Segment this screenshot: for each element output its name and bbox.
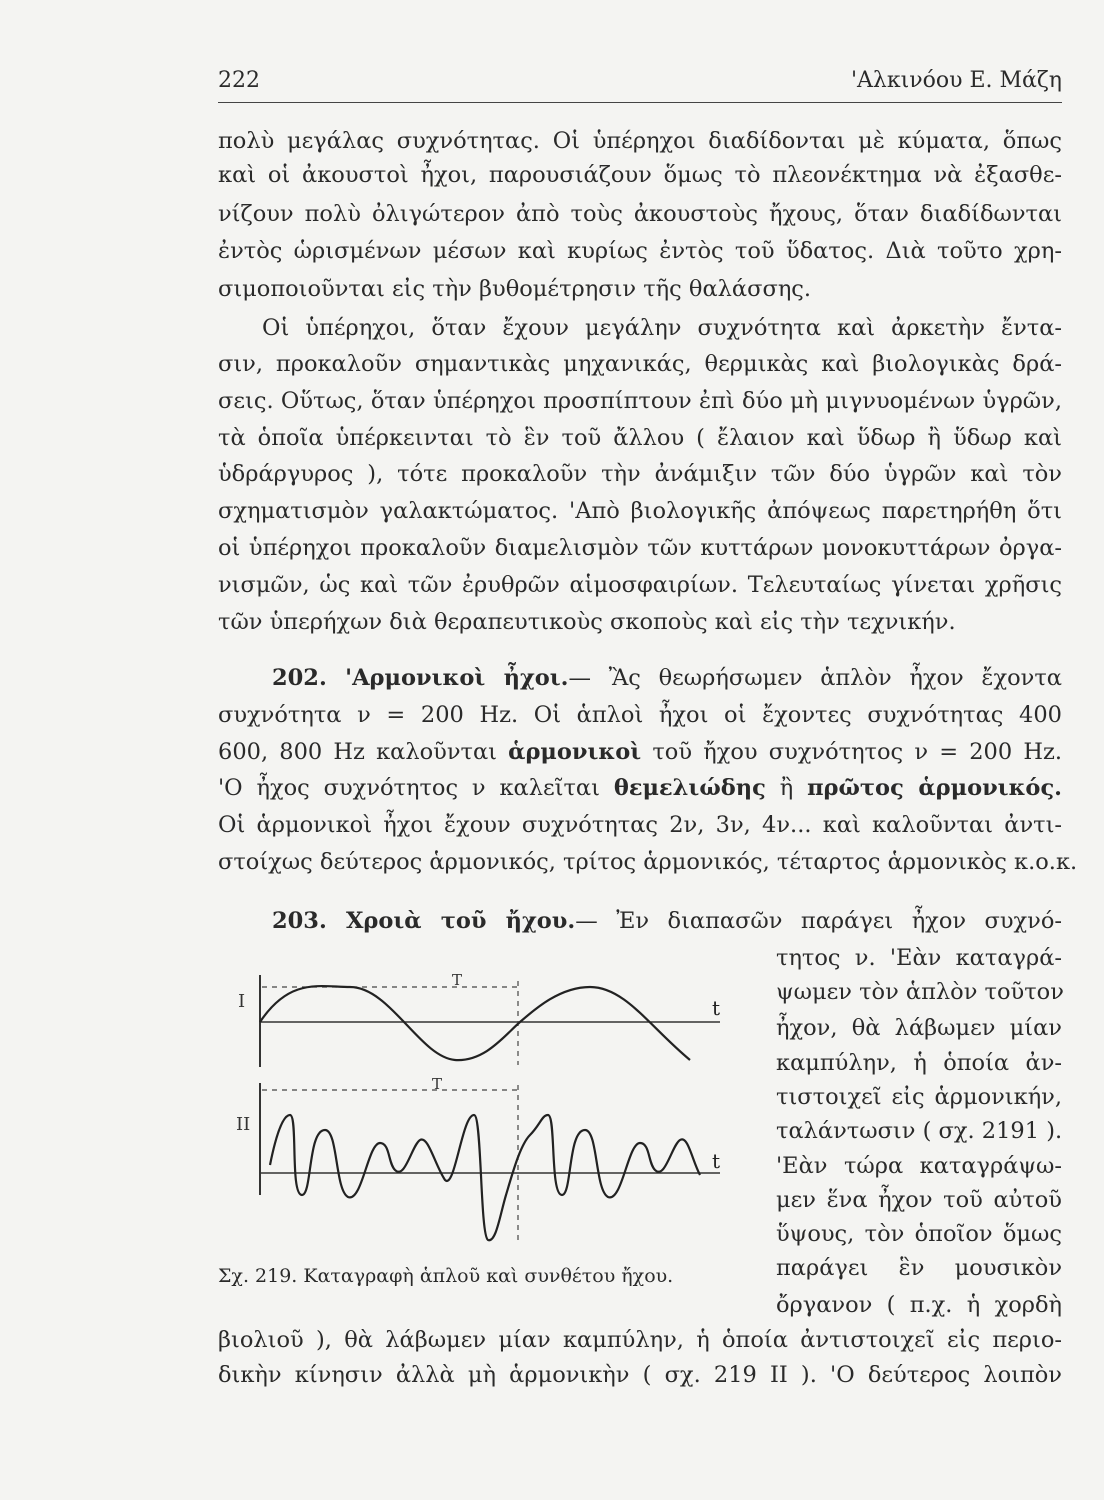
curve-i-axis-label: t xyxy=(712,996,721,1020)
section-202-line-1 xyxy=(272,661,1062,695)
curve-i-sine-wave xyxy=(260,986,690,1060)
text-line: ψωμεν τὸν ἁπλὸν τοῦτον xyxy=(776,979,1064,1005)
text-span: 600, 800 Hz καλοῦνται xyxy=(218,739,497,765)
curve-ii-period-label: T xyxy=(432,1075,443,1093)
text-span: — Ἐν διαπασῶν παράγει ἦχον συχνό- xyxy=(575,908,1063,934)
figure-caption: Σχ. 219. Καταγραφὴ ἁπλοῦ καὶ συνθέτου ἤχου. xyxy=(218,1265,674,1287)
text-span: — Ἂς θεωρήσωμεν ἁπλὸν ἦχον ἔχοντα xyxy=(568,665,1062,691)
text-line: οἱ ὑπέρηχοι προκαλοῦν διαμελισμὸν τῶν κυττάρων μονοκυττάρων ὀργα- xyxy=(218,535,1062,561)
curve-ii-complex-wave xyxy=(270,1115,700,1240)
curve-i-label: I xyxy=(238,991,246,1012)
text-line: 'Εὰν τώρα καταγράψω- xyxy=(776,1153,1062,1179)
text-line: σιμοποιοῦνται εἰς τὴν βυθομέτρησιν τῆς θαλάσσης. xyxy=(218,276,812,302)
text-line: καμπύλην, ἡ ὁποία ἀν- xyxy=(776,1050,1062,1076)
curve-ii-label: II xyxy=(236,1114,251,1135)
text-line: Οἱ ἁρμονικοὶ ἦχοι ἔχουν συχνότητας 2ν, 3ν, 4ν... καὶ καλοῦνται ἀντι- xyxy=(218,812,1062,838)
page-header xyxy=(218,62,1062,103)
text-line: ἐντὸς ὡρισμένων μέσων καὶ κυρίως ἐντὸς τοῦ ὕδατος. Διὰ τοῦτο χρη- xyxy=(218,238,1062,264)
text-line: τητος ν. 'Εὰν καταγρά- xyxy=(776,945,1062,971)
text-line: βιολιοῦ ), θὰ λάβωμεν μίαν καμπύλην, ἡ ὁποία ἀντιστοιχεῖ εἰς περιο- xyxy=(218,1327,1062,1353)
running-title: 'Αλκινόου Ε. Μάζη xyxy=(850,68,1062,93)
text-line: δικὴν κίνησιν ἀλλὰ μὴ ἁρμονικὴν ( σχ. 219 II ). 'Ο δεύτερος λοιπὸν xyxy=(218,1362,1062,1388)
term-harmonics: ἁρμονικοὶ xyxy=(508,739,642,765)
term-first-harmonic: πρῶτος ἁρμονικός. xyxy=(807,775,1062,801)
page-number: 222 xyxy=(218,68,260,93)
text-line: σιν, προκαλοῦν σημαντικὰς μηχανικάς, θερμικὰς καὶ βιολογικὰς δρά- xyxy=(218,351,1062,377)
text-line: σχηματισμὸν γαλακτώματος. 'Απὸ βιολογικῆς ἀπόψεως παρετηρήθη ὅτι xyxy=(218,498,1062,524)
figure-219 xyxy=(230,965,770,1310)
text-line: τὰ ὁποῖα ὑπέρκεινται τὸ ἓν τοῦ ἄλλου ( ἔλαιον καὶ ὕδωρ ἢ ὕδωρ καὶ xyxy=(218,425,1062,451)
text-line: νίζουν πολὺ ὀλιγώτερον ἀπὸ τοὺς ἀκουστοὺς ἤχους, ὅταν διαδίδωνται xyxy=(218,201,1062,227)
text-line: στοίχως δεύτερος ἁρμονικός, τρίτος ἁρμονικός, τέταρτος ἁρμονικὸς κ.ο.κ. xyxy=(218,849,1078,875)
section-203-heading: 203. Χροιὰ τοῦ ἤχου. xyxy=(272,908,576,934)
section-202-heading: 202. 'Αρμονικοὶ ἦχοι. xyxy=(272,665,569,691)
text-line: ταλάντωσιν ( σχ. 2191 ). xyxy=(776,1118,1063,1144)
section-202-line-3 xyxy=(218,735,1062,769)
text-line: ὄργανον ( π.χ. ἡ χορδὴ xyxy=(776,1292,1062,1318)
text-line: νισμῶν, ὡς καὶ τῶν ἐρυθρῶν αἱμοσφαιρίων. Τελευταίως γίνεται χρῆσις xyxy=(218,572,1062,598)
text-line: τῶν ὑπερήχων διὰ θεραπευτικοὺς σκοποὺς καὶ εἰς τὴν τεχνικήν. xyxy=(218,609,956,635)
section-202-line-4 xyxy=(218,771,1062,805)
text-span: ἢ xyxy=(779,775,794,801)
text-line: παράγει ἓν μουσικὸν xyxy=(776,1255,1062,1281)
text-span: 'Ο ἦχος συχνότητος ν καλεῖται xyxy=(218,775,600,801)
text-line: καὶ οἱ ἀκουστοὶ ἦχοι, παρουσιάζουν ὅμως τὸ πλεονέκτημα νὰ ἐξασθε- xyxy=(218,162,1062,188)
text-line: μεν ἕνα ἦχον τοῦ αὐτοῦ xyxy=(776,1187,1062,1213)
text-line: συχνότητα ν = 200 Hz. Οἱ ἁπλοὶ ἦχοι οἱ ἔχοντες συχνότητας 400 xyxy=(218,702,1062,728)
curve-ii-axis-label: t xyxy=(712,1149,721,1173)
section-203-line-1 xyxy=(272,904,1062,938)
text-span: τοῦ ἤχου συχνότητος ν = 200 Hz. xyxy=(652,739,1062,765)
text-line: πολὺ μεγάλας συχνότητας. Οἱ ὑπέρηχοι διαδίδονται μὲ κύματα, ὅπως xyxy=(218,128,1062,154)
text-line: σεις. Οὕτως, ὅταν ὑπέρηχοι προσπίπτουν ἐπὶ δύο μὴ μιγνυομένων ὑγρῶν, xyxy=(218,388,1062,414)
text-line: τιστοιχεῖ εἰς ἁρμονικήν, xyxy=(776,1084,1062,1110)
text-line: ἦχον, θὰ λάβωμεν μίαν xyxy=(776,1015,1062,1041)
term-fundamental: θεμελιώδης xyxy=(613,775,766,801)
text-line: ὑδράργυρος ), τότε προκαλοῦν τὴν ἀνάμιξιν τῶν δύο ὑγρῶν καὶ τὸν xyxy=(218,461,1062,487)
curve-i-period-label: T xyxy=(452,971,463,989)
text-line: Οἱ ὑπέρηχοι, ὅταν ἔχουν μεγάλην συχνότητα καὶ ἀρκετὴν ἔντα- xyxy=(262,315,1062,341)
text-line: ὕψους, τὸν ὁποῖον ὅμως xyxy=(776,1221,1062,1247)
